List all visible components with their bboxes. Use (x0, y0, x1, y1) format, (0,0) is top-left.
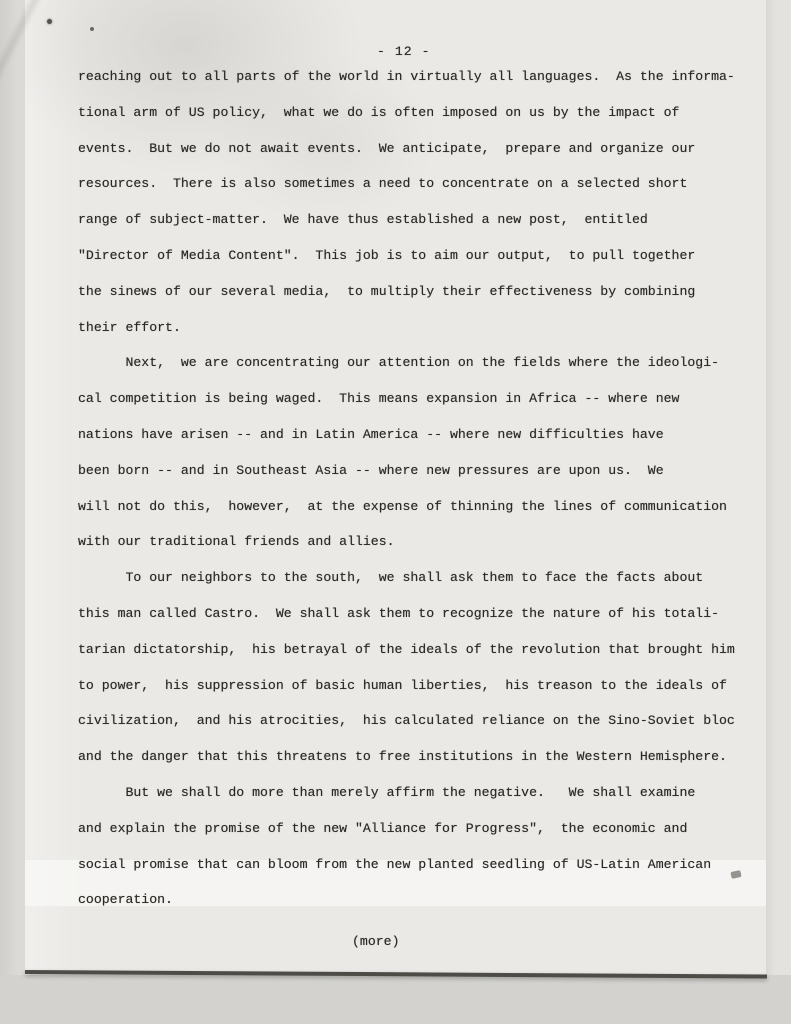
text-line: To our neighbors to the south, we shall ask them to face the facts about (78, 570, 704, 586)
text-line: resources. There is also sometimes a need to concentrate on a selected short (78, 176, 688, 192)
text-line: tarian dictatorship, his betrayal of the ideals of the revolution that brought him (78, 641, 735, 657)
text-line: and explain the promise of the new "Alliance for Progress", the economic and (78, 820, 688, 836)
text-line: tional arm of US policy, what we do is often imposed on us by the impact of (78, 104, 680, 120)
paper-sheet (25, 0, 767, 975)
text-line: and the danger that this threatens to free institutions in the Western Hemisphere. (78, 749, 727, 765)
text-line: their effort. (78, 319, 181, 335)
text-line: events. But we do not await events. We anticipate, prepare and organize our (78, 140, 696, 156)
text-line: "Director of Media Content". This job is to aim our output, to pull together (78, 247, 696, 263)
text-line: civilization, and his atrocities, his calculated reliance on the Sino-Soviet bloc (78, 713, 735, 729)
document-body-text (78, 59, 758, 918)
scanner-margin-left (0, 0, 26, 975)
text-line: cooperation. (78, 892, 173, 908)
text-line: with our traditional friends and allies. (78, 534, 395, 550)
ink-speck (90, 27, 94, 31)
text-line: been born -- and in Southeast Asia -- where new pressures are upon us. We (78, 462, 664, 478)
text-line: Next, we are concentrating our attention on the fields where the ideologi- (78, 355, 720, 371)
text-line: the sinews of our several media, to multiply their effectiveness by combining (78, 283, 696, 299)
page-number: - 12 - (377, 44, 431, 59)
text-line: range of subject-matter. We have thus established a new post, entitled (78, 212, 648, 228)
text-line: will not do this, however, at the expense of thinning the lines of communication (78, 498, 727, 514)
text-line: this man called Castro. We shall ask them to recognize the nature of his totali- (78, 605, 720, 621)
ink-speck (46, 18, 52, 24)
more-indicator: (more) (352, 934, 400, 949)
text-line: reaching out to all parts of the world in virtually all languages. As the informa- (78, 69, 735, 84)
text-line: But we shall do more than merely affirm the negative. We shall examine (78, 784, 696, 800)
text-line: social promise that can bloom from the new planted seedling of US-Latin American (78, 856, 712, 872)
text-line: nations have arisen -- and in Latin America -- where new difficulties have (78, 426, 664, 442)
text-line: cal competition is being waged. This means expansion in Africa -- where new (78, 391, 680, 407)
underlying-sheet-edge (766, 0, 791, 975)
text-line: to power, his suppression of basic human liberties, his treason to the ideals of (78, 677, 727, 693)
